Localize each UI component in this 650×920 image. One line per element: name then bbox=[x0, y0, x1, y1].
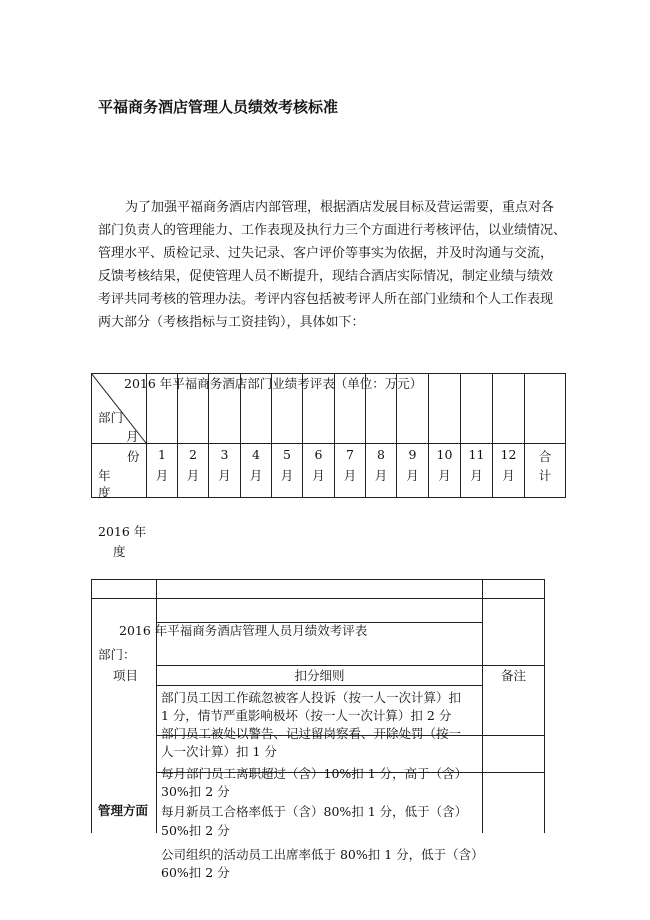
table2-caption: 2016 年平福商务酒店管理人员月绩效考评表 bbox=[119, 623, 368, 638]
corner-fen-label: 份 bbox=[127, 449, 140, 464]
month-header-number: 2 bbox=[189, 447, 197, 462]
total-header-top: 合 bbox=[538, 449, 552, 464]
month-header-unit: 月 bbox=[186, 468, 200, 483]
rule-line: 部门员工被处以警告、记过留岗察看、开除处罚（按一 bbox=[161, 726, 462, 741]
month-header-number: 6 bbox=[314, 447, 323, 462]
document-title: 平福商务酒店管理人员绩效考核标准 bbox=[98, 98, 339, 116]
intro-line: 管理水平、质检记录、过失记录、客户评价等事实为依据，并及时沟通与交流， bbox=[98, 246, 554, 261]
month-header-number: 11 bbox=[468, 447, 485, 462]
rule-line: 50%扣 2 分 bbox=[161, 823, 230, 838]
col-header-note: 备注 bbox=[500, 668, 526, 683]
month-header-unit: 月 bbox=[343, 468, 357, 483]
month-header-unit: 月 bbox=[249, 468, 263, 483]
intro-line: 反馈考核结果，促使管理人员不断提升，现结合酒店实际情况，制定业绩与绩效 bbox=[98, 269, 554, 284]
year-label-top: 2016 年 bbox=[98, 524, 147, 539]
intro-paragraph bbox=[98, 196, 578, 334]
col-header-detail: 扣分细则 bbox=[294, 668, 345, 683]
month-header-number: 7 bbox=[346, 447, 354, 462]
month-header-unit: 月 bbox=[374, 468, 388, 483]
year-label-bottom: 度 bbox=[113, 544, 126, 559]
month-header-number: 5 bbox=[283, 447, 291, 462]
month-header-number: 3 bbox=[220, 447, 229, 462]
month-header-unit: 月 bbox=[470, 468, 483, 483]
month-header-number: 4 bbox=[252, 447, 260, 462]
intro-line: 考评共同考核的管理办法。考评内容包括被考评人所在部门业绩和个人工作表现 bbox=[98, 292, 554, 307]
category-management: 管理方面 bbox=[98, 803, 149, 818]
month-header-unit: 月 bbox=[155, 468, 169, 483]
month-header-number: 10 bbox=[436, 447, 453, 462]
rule-line: 60%扣 2 分 bbox=[161, 865, 230, 880]
table1-caption: 2016 年平福商务酒店部门业绩考评表（单位：万元） bbox=[124, 376, 423, 391]
month-header-unit: 月 bbox=[280, 468, 294, 483]
rule-line: 部门员工因工作疏忽被客人投诉（按一人一次计算）扣 bbox=[161, 690, 462, 705]
month-header-unit: 月 bbox=[218, 468, 231, 483]
rule-line: 30%扣 2 分 bbox=[161, 784, 230, 799]
corner-dept-label: 部门 bbox=[98, 410, 124, 425]
rule-line: 公司组织的活动员工出席率低于 80%扣 1 分，低于（含） bbox=[161, 847, 484, 862]
month-header-unit: 月 bbox=[438, 468, 451, 483]
rule-line: 人一次计算）扣 1 分 bbox=[161, 744, 277, 759]
total-header-bottom: 计 bbox=[538, 468, 552, 483]
month-header-number: 8 bbox=[377, 447, 385, 462]
month-header-number: 12 bbox=[500, 447, 517, 462]
corner-du-label: 度 bbox=[98, 485, 111, 500]
month-header-number: 9 bbox=[408, 447, 417, 462]
rule-line: 每月新员工合格率低于（含）80%扣 1 分，低于（含） bbox=[161, 804, 468, 819]
month-header-number: 1 bbox=[158, 447, 166, 462]
rule-line: 1 分，情节严重影响极坏（按一人一次计算）扣 2 分 bbox=[161, 708, 452, 723]
col-header-item: 项目 bbox=[113, 668, 139, 683]
rule-line: 每月部门员工离职超过（含）10%扣 1 分，高于（含） bbox=[161, 766, 468, 781]
intro-line: 部门负责人的管理能力、工作表现及执行力三个方面进行考核评估，以业绩情况、 bbox=[98, 223, 567, 238]
intro-line: 两大部分（考核指标与工资挂钩），具体如下： bbox=[98, 315, 365, 330]
intro-line: 为了加强平福商务酒店内部管理，根据酒店发展目标及营运需要，重点对各 bbox=[125, 200, 555, 215]
month-header-unit: 月 bbox=[502, 468, 515, 483]
month-header-unit: 月 bbox=[406, 468, 419, 483]
month-header-unit: 月 bbox=[312, 468, 325, 483]
dept-label: 部门： bbox=[98, 647, 136, 662]
corner-month-label: 月 bbox=[126, 429, 139, 444]
corner-year-label: 年 bbox=[98, 468, 111, 483]
